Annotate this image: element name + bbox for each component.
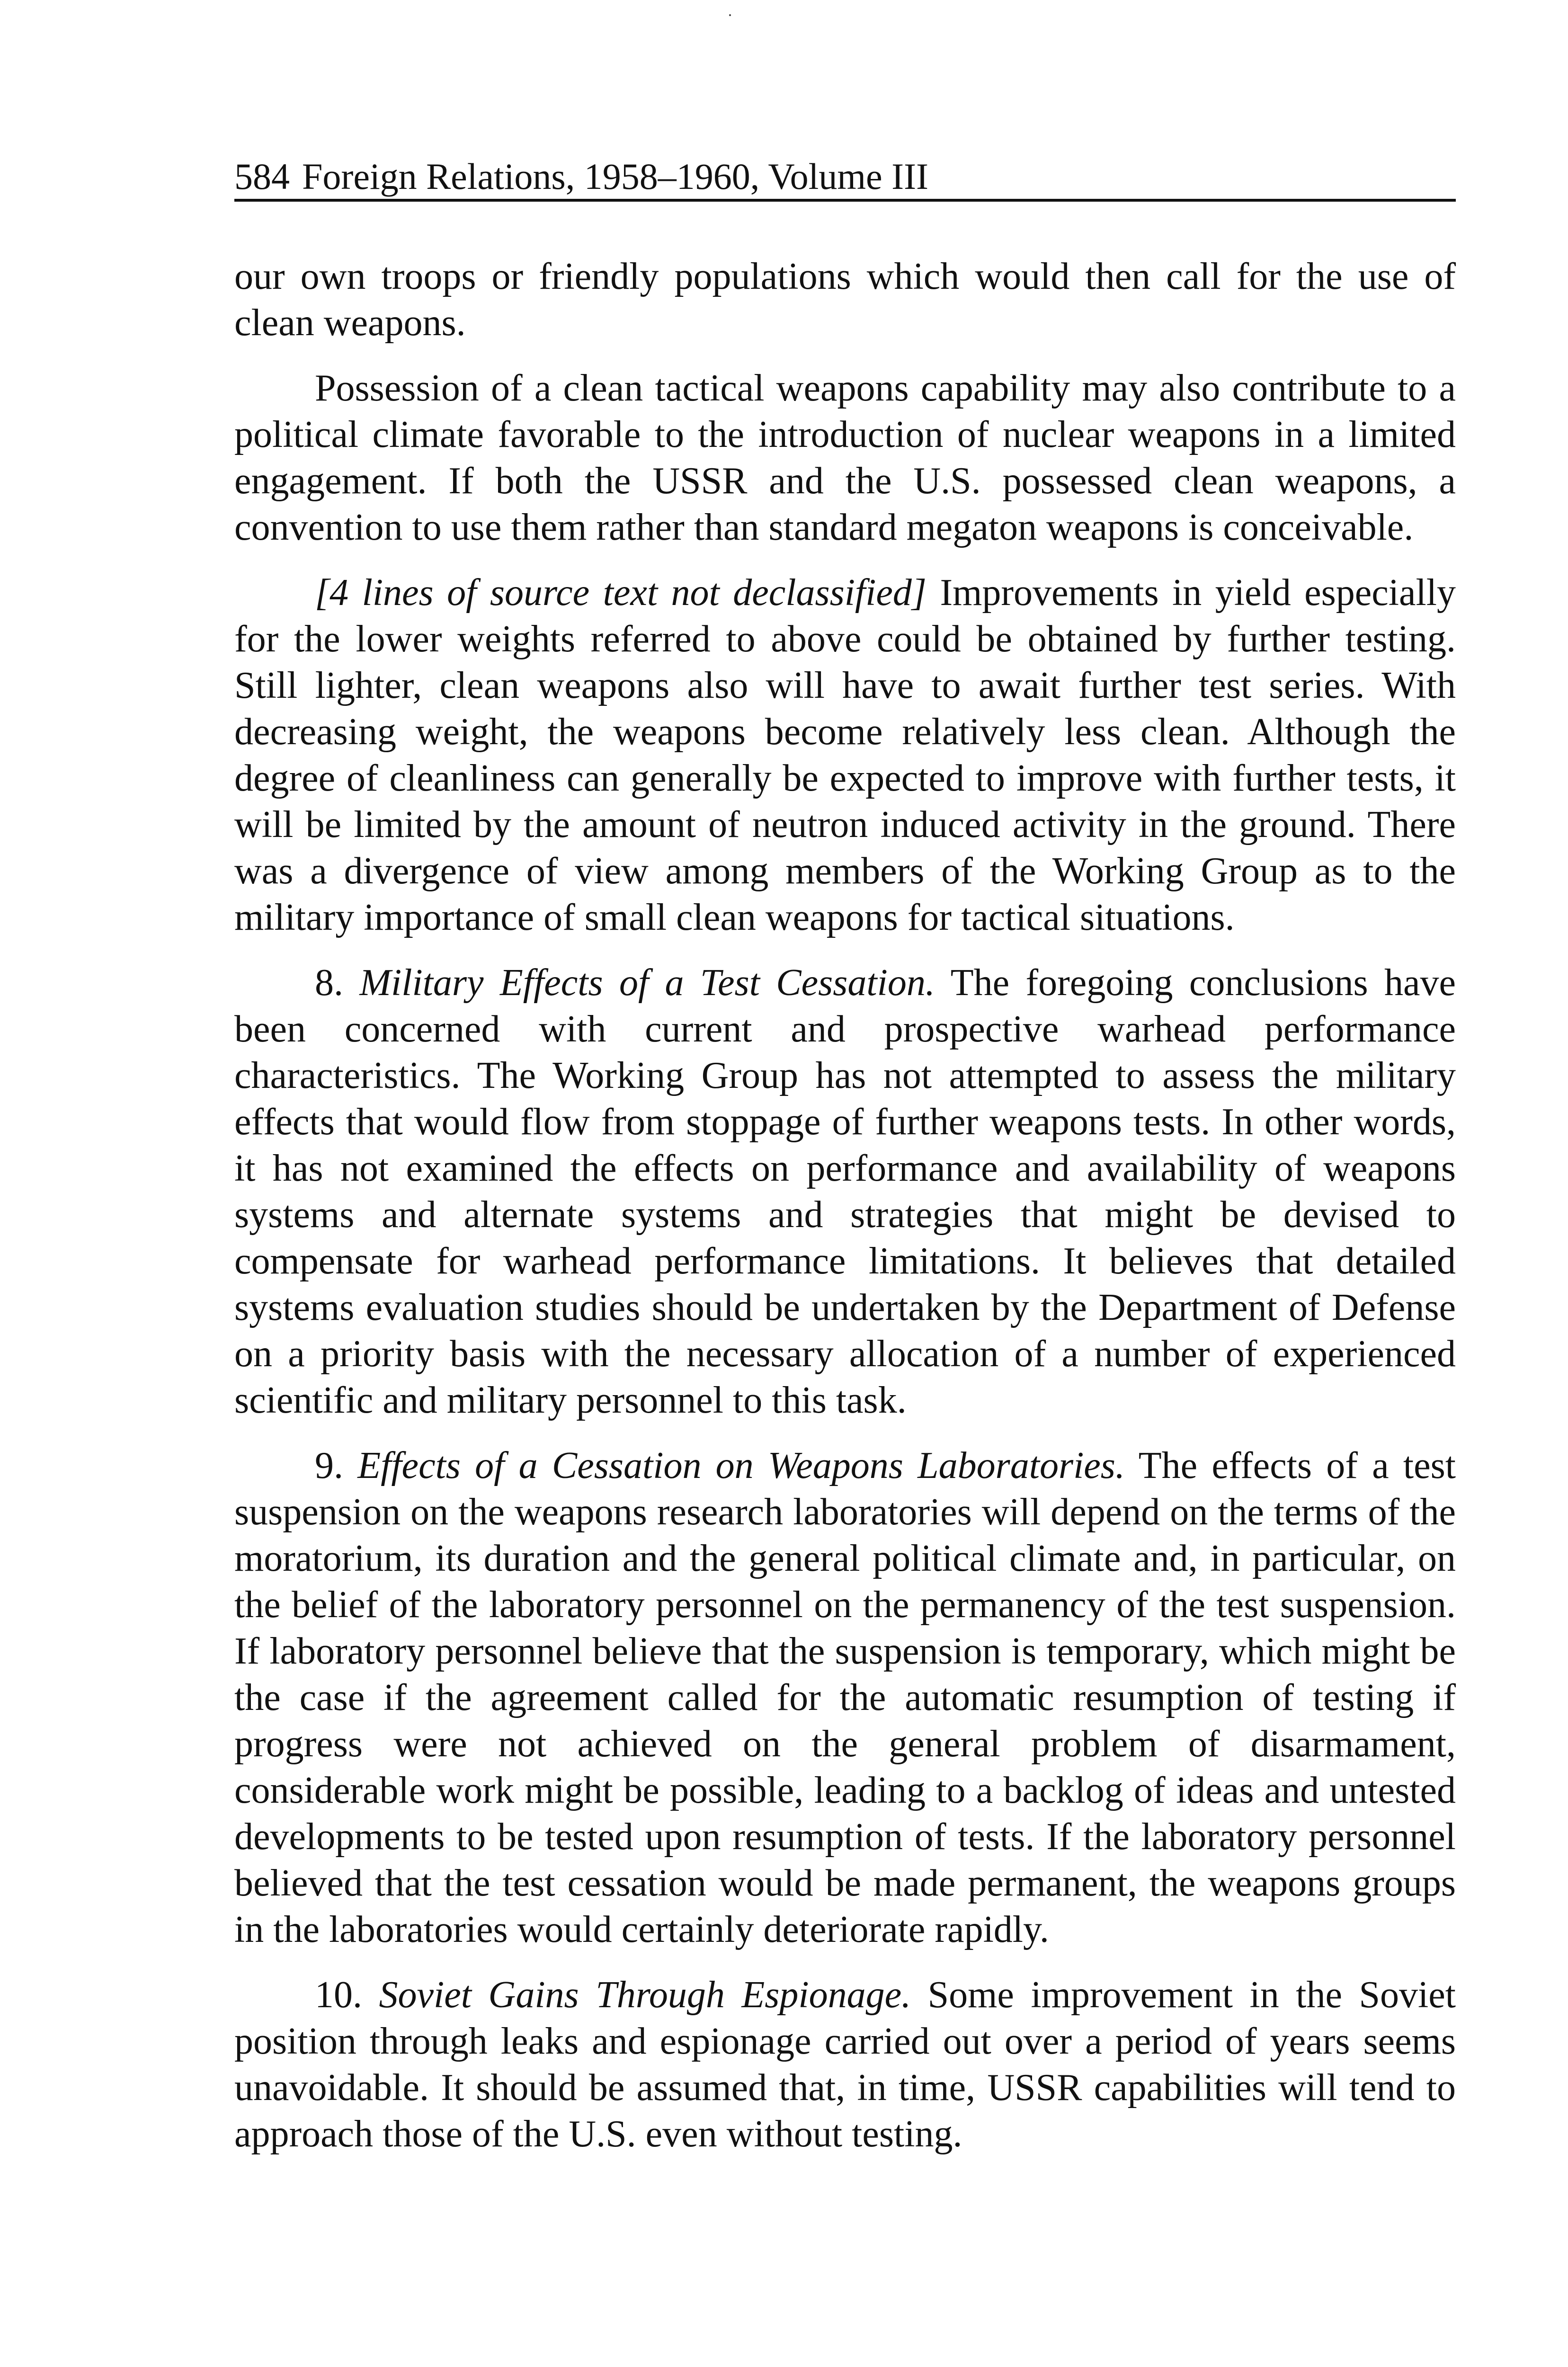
section-number: 10. — [315, 1974, 362, 2016]
header-text — [234, 158, 928, 195]
paragraph-text: Improvements in yield especially for the lower weights referred to above could be obtained by further testing. Still lighter, clean weapons also will have to await further test series. With decreasing weight, the weapons become relatively less clean. Although the degree of cleanliness can generally be expected to improve with further tests, it will be limited by the amount of neutron induced activity in the ground. There was a divergence of view among members of the Working Group as to the military importance of small clean weapons for tactical situations. — [234, 572, 1456, 938]
paragraph-clean-weapons-capability — [234, 365, 1456, 551]
paragraph-text: The effects of a test suspension on the weapons research laboratories will depend on the terms of the moratorium, its duration and the general political climate and, in particular, on the belief of the laboratory personnel on the permanency of the test suspension. If laboratory personnel believe that the suspension is temporary, which might be the case if the agreement called for the automatic resumption of testing if progress were not achieved on the general problem of disarmament, considerable work might be possible, leading to a backlog of ideas and untested developments to be tested upon resumption of tests. If the laboratory personnel believed that the test cessation would be made permanent, the weapons groups in the laboratories would certainly deteriorate rapidly. — [234, 1445, 1456, 1950]
running-header — [234, 142, 1456, 202]
declassification-note: [4 lines of source text not declassified] — [315, 572, 927, 614]
running-title: Foreign Relations, 1958–1960, Volume III — [302, 156, 929, 197]
page-number: 584 — [234, 156, 290, 197]
scan-speck — [729, 14, 731, 16]
paragraph-text: Possession of a clean tactical weapons capability may also contribute to a political climate favorable to the introduction of nuclear weapons in a limited engagement. If both the USSR and the U.S. possessed clean weapons, a convention to use them rather than standard megaton weapons is conceivable. — [234, 367, 1456, 548]
paragraph-text: The foregoing conclusions have been concerned with current and prospective warhead performance characteristics. The Working Group has not attempted to assess the military effects that would flow from stoppage of further weapons tests. In other words, it has not examined the effects on performance and availability of weapons systems and alternate systems and strategies that might be devised to compensate for warhead performance limitations. It believes that detailed systems evaluation studies should be undertaken by the Department of Defense on a priority basis with the necessary allocation of a number of experienced scientific and military personnel to this task. — [234, 962, 1456, 1421]
section-heading: Effects of a Cessation on Weapons Laboratories. — [357, 1445, 1125, 1486]
paragraph-text: Some improvement in the Soviet position through leaks and espionage carried out over a period of years seems unavoidable. It should be assumed that, in time, USSR capabilities will tend to approach those of the U.S. even without testing. — [234, 1974, 1456, 2155]
paragraph-section-9 — [234, 1442, 1456, 1953]
section-number: 8. — [315, 962, 343, 1004]
paragraph-section-10 — [234, 1972, 1456, 2157]
body-text — [234, 253, 1456, 2176]
paragraph-text: our own troops or friendly populations which would then call for the use of clean weapons. — [234, 256, 1456, 344]
paragraph-continuation — [234, 253, 1456, 346]
section-number: 9. — [315, 1445, 343, 1486]
paragraph-improvements-in-yield — [234, 570, 1456, 941]
section-heading: Military Effects of a Test Cessation. — [359, 962, 935, 1004]
paragraph-section-8 — [234, 960, 1456, 1424]
section-heading: Soviet Gains Through Espionage. — [379, 1974, 911, 2016]
